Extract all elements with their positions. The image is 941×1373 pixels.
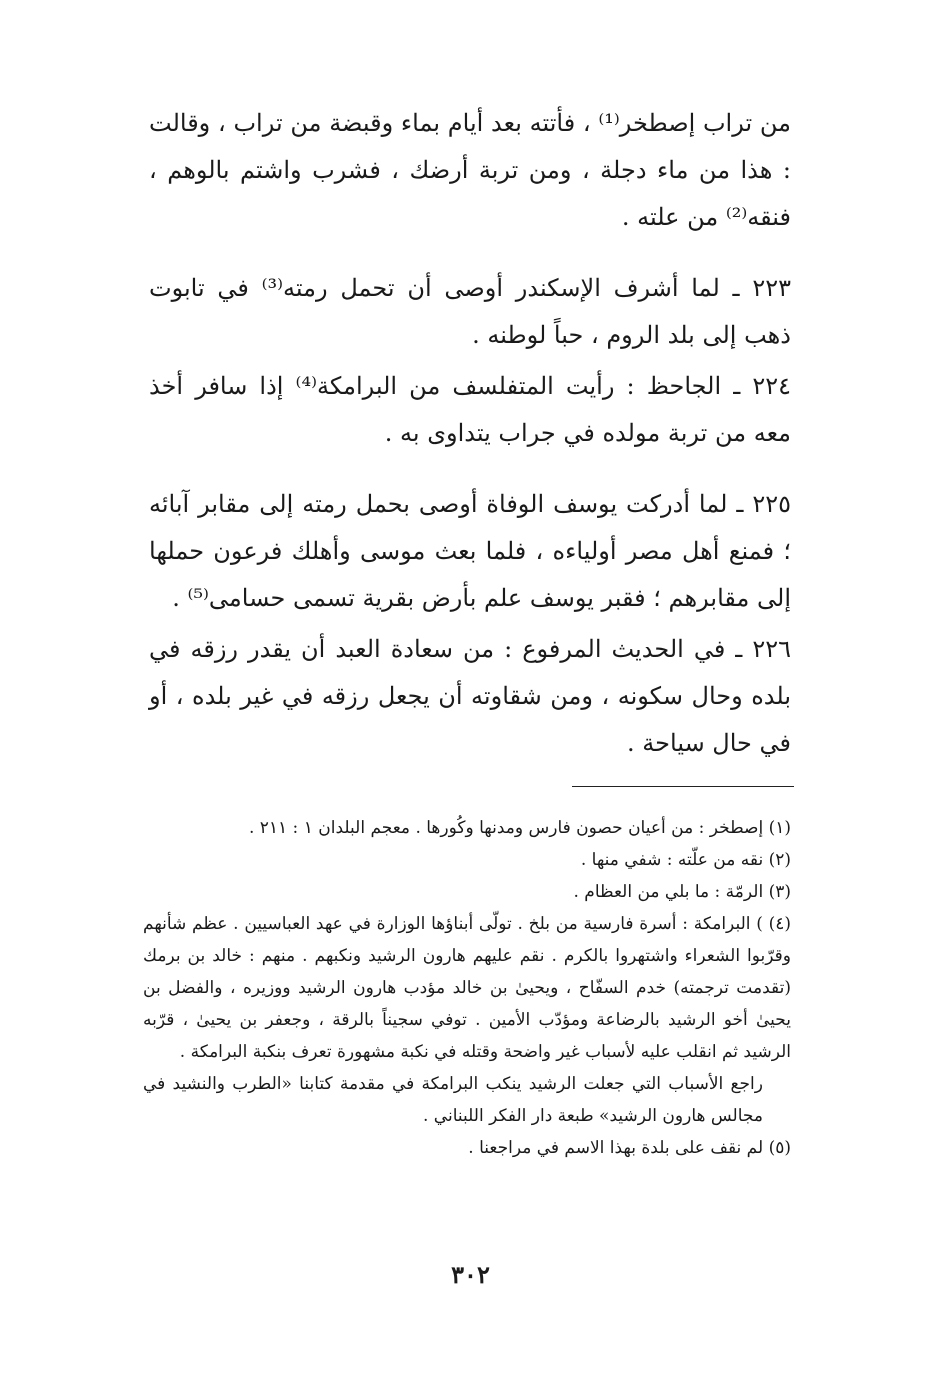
- footnote-4-reference: راجع الأسباب التي جعلت الرشيد ينكب البرامكة في مقدمة كتابنا «الطرب والنشيد في مجالس هارون الرشيد» طبعة دار الفكر اللبناني .: [143, 1074, 763, 1126]
- footnote-1: (١) إصطخر : من أعيان حصون فارس ومدنها وكُورها . معجم البلدان ١ : ٢١١ .: [248, 818, 791, 838]
- footnote-4: (٤) ) البرامكة : أسرة فارسية من بلخ . تولّى أبناؤها الوزارة في عهد العباسيين . عظم شأنهم وقرّبوا الشعراء واشتهروا بالكرم . نقم عليهم هارون الرشيد ونكبهم . منهم : خالد بن برمك (تقدمت ترجمته) خدم السفّاح ، ويحيىٰ بن خالد مؤدب هارون الرشيد ووزيره ، والفضل بن يحيىٰ أخو الرشيد بالرضاعة ومؤدّب الأمين . توفي سجيناً بالرقة ، وجعفر بن يحيىٰ ، قرّبه الرشيد ثم انقلب عليه لأسباب غير واضحة وقتله في نكبة مشهورة تعرف بنكبة البرامكة .: [143, 914, 791, 1062]
- paragraph-223: ٢٢٣ ـ لما أشرف الإسكندر أوصى أن تحمل رمته⁽³⁾ في تابوت ذهب إلى بلد الروم ، حباً لوطنه .: [149, 274, 791, 349]
- footnotes: [143, 812, 791, 1164]
- paragraph-225: ٢٢٥ ـ لما أدركت يوسف الوفاة أوصى بحمل رمته إلى مقابر آبائه ؛ فمنع أهل مصر أولياءه ، فلما بعث موسى وأهلك فرعون حملها إلى مقابرهم ؛ فقبر يوسف علم بأرض بقرية تسمى حسامى⁽⁵⁾ .: [149, 490, 791, 612]
- paragraph-226: ٢٢٦ ـ في الحديث المرفوع : من سعادة العبد أن يقدر رزقه في بلده وحال سكونه ، ومن شقاوته أن يجعل رزقه في غير بلده ، أو في حال سياحة .: [149, 635, 791, 757]
- footnote-separator: [572, 786, 794, 787]
- footnote-2: (٢) نقه من علّته : شفي منها .: [580, 850, 791, 870]
- main-text: [149, 100, 791, 767]
- footnote-5: (٥) لم نقف على بلدة بهذا الاسم في مراجعنا .: [468, 1138, 791, 1158]
- footnote-3: (٣) الرمّة : ما بلي من العظام .: [573, 882, 791, 902]
- paragraph-224: ٢٢٤ ـ الجاحظ : رأيت المتفلسف من البرامكة⁽⁴⁾ إذا سافر أخذ معه من تربة مولده في جراب يتداوى به .: [149, 372, 792, 447]
- paragraph-continuation: من تراب إصطخر⁽¹⁾ ، فأتته بعد أيام بماء وقبضة من تراب ، وقالت : هذا من ماء دجلة ، ومن تربة أرضك ، فشرب واشتم بالوهم ، فنقه⁽²⁾ من علته .: [149, 109, 791, 231]
- page-number: ٣٠٢: [451, 1260, 490, 1289]
